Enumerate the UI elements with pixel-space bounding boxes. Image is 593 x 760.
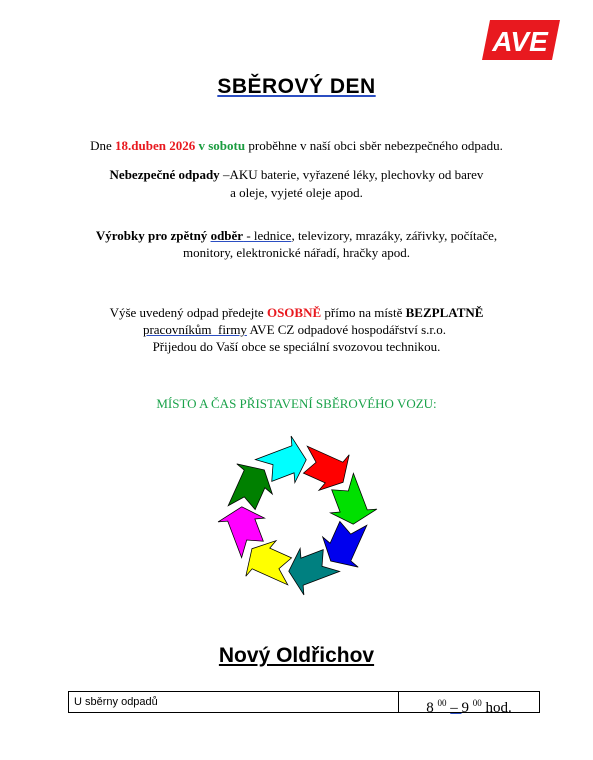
takeback-line-2: monitory, elektronické nářadí, hračky apod.	[183, 245, 410, 260]
event-date: 18.duben 2026	[115, 138, 196, 153]
hazardous-line-2: a oleje, vyjeté oleje apod.	[230, 185, 363, 200]
cycle-arrow-segment	[323, 521, 367, 567]
handover-line-1: Výše uvedený odpad předejte OSOBNĚ přímo na místě BEZPLATNĚ	[109, 305, 484, 320]
cycle-arrow-segment	[303, 446, 349, 490]
page-title: SBĚROVÝ DEN	[217, 75, 376, 98]
cycle-arrow-segment	[228, 464, 272, 510]
recycle-cycle-graphic	[210, 428, 385, 603]
handover-line-2: pracovníkům firmy AVE CZ odpadové hospodářství s.r.o.	[142, 322, 447, 337]
location-heading: MÍSTO A ČAS PŘISTAVENÍ SBĚROVÉHO VOZU:	[156, 396, 437, 411]
ave-logo	[482, 20, 560, 60]
handover-line-3: Přijedou do Vaší obce se speciální svozovou technikou.	[152, 339, 441, 354]
schedule-place: U sběrny odpadů	[69, 692, 399, 712]
ave-logo-text: AVE	[492, 26, 548, 57]
event-day: v sobotu	[195, 138, 246, 153]
takeback-line-1: Výrobky pro zpětný odběr - lednice, televizory, mrazáky, zářivky, počítače,	[95, 228, 498, 243]
schedule-time: 8 $^{00}$ – 9 $^{00}$ hod.	[426, 698, 512, 716]
intro-line: Dne 18.duben 2026 v sobotu proběhne v naší obci sběr nebezpečného odpadu.	[90, 138, 503, 153]
schedule-table	[68, 691, 540, 716]
hazardous-line-1: Nebezpečné odpady –AKU baterie, vyřazené léky, plechovky od barev	[109, 167, 484, 182]
town-name: Nový Oldřichov	[218, 644, 375, 667]
cycle-arrow-segment	[246, 541, 292, 585]
